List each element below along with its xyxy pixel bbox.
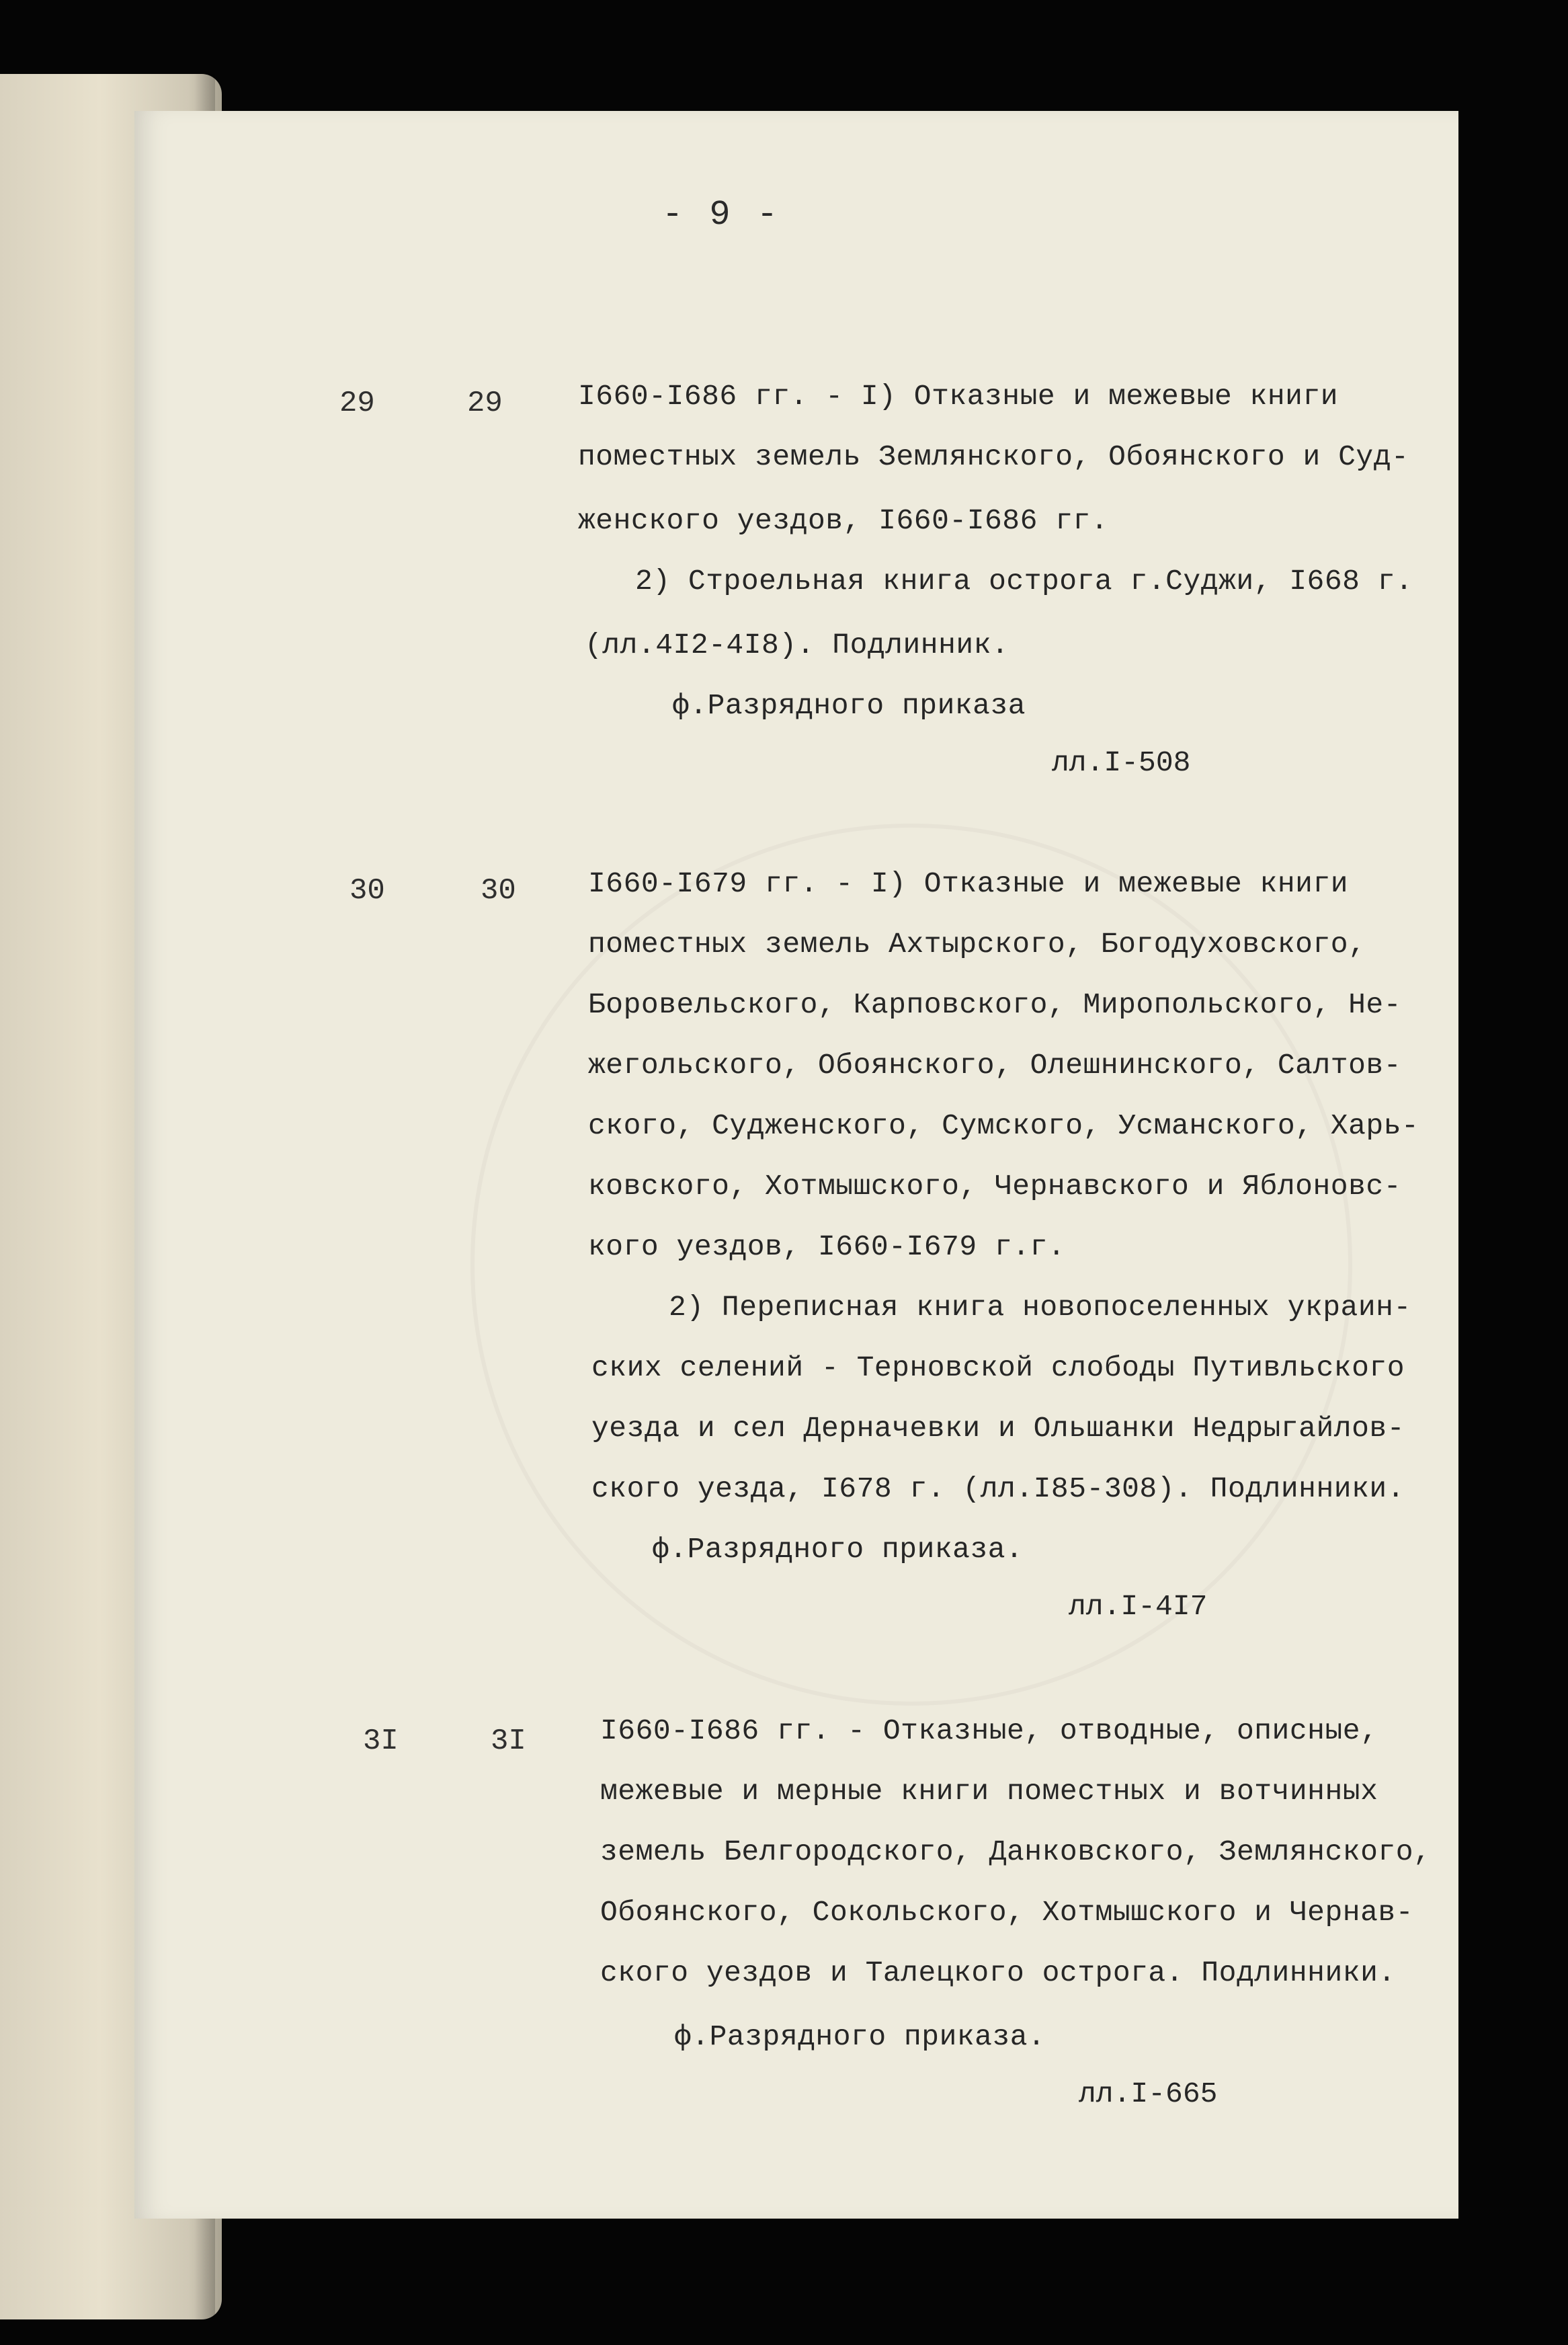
entry-number-a: 3I [363,1724,399,1758]
entry-number-b: 29 [467,387,503,420]
entry-folio: лл.I-665 [1079,2077,1218,2110]
entry-text-line: 2) Строельная книга острога г.Суджи, I668 г. [635,565,1413,598]
entry-text-line: земель Белгородского, Данковского, Землянского, [600,1835,1432,1868]
entry-text-line: Обоянского, Сокольского, Хотмышского и Чернав- [600,1896,1413,1929]
entry-text-line: уезда и сел Дерначевки и Ольшанки Недрыгайлов- [591,1412,1405,1445]
entry-number-b: 30 [481,874,516,908]
entry-number-a: 29 [339,387,375,420]
entry-fond-line: ф.Разрядного приказа. [652,1533,1024,1566]
entry-text-line: ского, Судженского, Сумского, Усманского, Харь- [588,1109,1419,1142]
entry-text-line: поместных земель Ахтырского, Богодуховского, [588,928,1366,961]
entry-text-line: (лл.4I2-4I8). Подлинник. [585,629,1009,662]
entry-text-line: ского уездов и Талецкого острога. Подлинники. [600,1956,1396,1989]
entry-text-line: ского уезда, I678 г. (лл.I85-308). Подлинники. [591,1472,1405,1505]
entry-text-line: женского уездов, I660-I686 гг. [578,504,1109,537]
entry-text-line: I660-I679 гг. - I) Отказные и межевые книги [588,867,1349,900]
entry-text-line: межевые и мерные книги поместных и вотчинных [600,1775,1378,1808]
entry-text-line: поместных земель Землянского, Обоянского и Суд- [578,440,1409,473]
entry-text-line: I660-I686 гг. - I) Отказные и межевые книги [578,380,1339,413]
page-number: - 9 - [662,195,781,235]
entry-text-line: жегольского, Обоянского, Олешнинского, Салтов- [588,1049,1401,1082]
entry-folio: лл.I-508 [1052,746,1191,779]
entry-fond-line: ф.Разрядного приказа [672,689,1026,722]
entry-text-line: Боровельского, Карповского, Миропольского, Не- [588,988,1401,1021]
entry-folio: лл.I-4I7 [1069,1590,1208,1623]
entry-text-line: ских селений - Терновской слободы Путивльского [591,1351,1405,1384]
entry-number-a: 30 [349,874,385,908]
entry-number-b: 3I [491,1724,526,1758]
entry-text-line: ковского, Хотмышского, Чернавского и Яблоновс- [588,1170,1401,1203]
entry-text-line: I660-I686 гг. - Отказные, отводные, описные, [600,1714,1378,1747]
entry-text-line: кого уездов, I660-I679 г.г. [588,1230,1066,1263]
entry-text-line: 2) Переписная книга новопоселенных украин- [669,1291,1411,1324]
entry-fond-line: ф.Разрядного приказа. [674,2020,1046,2053]
